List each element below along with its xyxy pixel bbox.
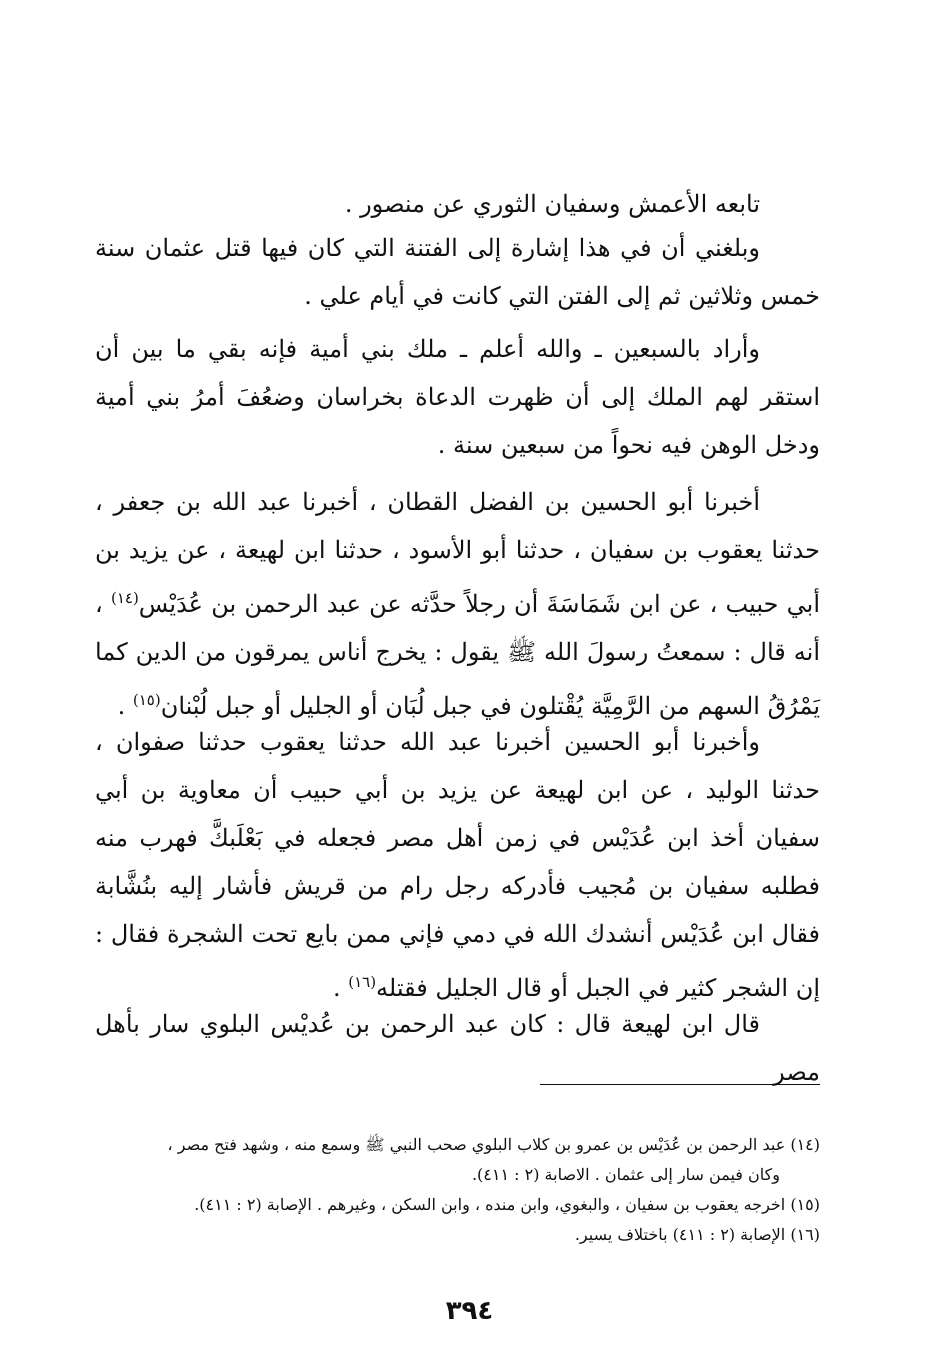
footnote-divider [540, 1084, 820, 1085]
paragraph-text: تابعه الأعمش وسفيان الثوري عن منصور . [344, 190, 760, 218]
paragraph-text: وبلغني أن في هذا إشارة إلى الفتنة التي كان فيها قتل عثمان سنة خمس وثلاثين ثم إلى الفتن التي كانت في أيام علي . [95, 234, 820, 310]
footnote-ref-15[interactable]: (١٥) [132, 691, 161, 709]
paragraph-text-part: . [332, 974, 349, 1002]
paragraph-text-part: . [117, 692, 133, 720]
paragraph-text: قال ابن لهيعة قال : كان عبد الرحمن بن عُديْس البلوي سار بأهل مصر [95, 1010, 820, 1086]
footnotes [95, 1130, 820, 1250]
paragraph-text: وأراد بالسبعين ـ والله أعلم ـ ملك بني أمية فإنه بقي ما بين أن استقر لهم الملك إلى أن ظهرت الدعاة بخراسان وضعُفَ أمرُ بني أمية ودخل الوهن فيه نحواً من سبعين سنة . [95, 335, 820, 459]
paragraph-5 [95, 718, 820, 1012]
paragraph-1 [95, 180, 820, 228]
paragraph-text [95, 478, 820, 730]
paragraph-6 [95, 1000, 820, 1096]
paragraph-2 [95, 224, 820, 320]
paragraph-text [95, 718, 820, 1012]
page-number: ٣٩٤ [445, 1296, 494, 1326]
paragraph-3 [95, 325, 820, 469]
footnote-15: (١٥) اخرجه يعقوب بن سفيان ، والبغوي، وابن منده ، وابن السكن ، وغيرهم . الإصابة (٢ : ٤١١). [194, 1195, 820, 1214]
footnote-14: (١٤) عبد الرحمن بن عُدَيْس بن عمرو بن كلاب البلوي صحب النبي ﷺ وسمع منه ، وشهد فتح مصر ، [167, 1135, 820, 1154]
paragraph-4 [95, 478, 820, 730]
paragraph-text-part: ، أنه قال : سمعتُ رسولَ الله ﷺ يقول : يخرج أناس يمرقون من الدين كما يَمْرُقُ السهم من الرَّمِيَّة يُقْتلون في جبل لُبَان أو الجليل أو جبل لُبْنان [95, 590, 820, 720]
paragraph-text-part: وأخبرنا أبو الحسين أخبرنا عبد الله حدثنا يعقوب حدثنا صفوان ، حدثنا الوليد ، عن ابن لهيعة عن يزيد بن أبي حبيب أن معاوية بن أبي سفيان أخذ ابن عُدَيْس في زمن أهل مصر فجعله في بَعْلَبكَّ فهرب منه فطلبه سفيان بن مُجيب فأدركه رجل رام من قريش فأشار إليه بنُشَّابة فقال ابن عُدَيْس أنشدك الله في دمي فإني ممن بايع تحت الشجرة فقال : إن الشجر كثير في الجبل أو قال الجليل فقتله [95, 728, 821, 1002]
footnote-16: (١٦) الإصابة (٢ : ٤١١) باختلاف يسير. [574, 1225, 820, 1244]
footnote-14-continuation: وكان فيمن سار إلى عثمان . الاصابة (٢ : ٤١١). [471, 1165, 780, 1184]
paragraph-text-part: أخبرنا أبو الحسين بن الفضل القطان ، أخبرنا عبد الله بن جعفر ، حدثنا يعقوب بن سفيان ، حدثنا أبو الأسود ، حدثنا ابن لهيعة ، عن يزيد بن أبي حبيب ، عن ابن شَمَاسَةَ أن رجلاً حدَّثه عن عبد الرحمن بن عُدَيْس [95, 488, 820, 618]
footnote-ref-14[interactable]: (١٤) [110, 589, 139, 607]
footnote-ref-16[interactable]: (١٦) [348, 973, 377, 991]
